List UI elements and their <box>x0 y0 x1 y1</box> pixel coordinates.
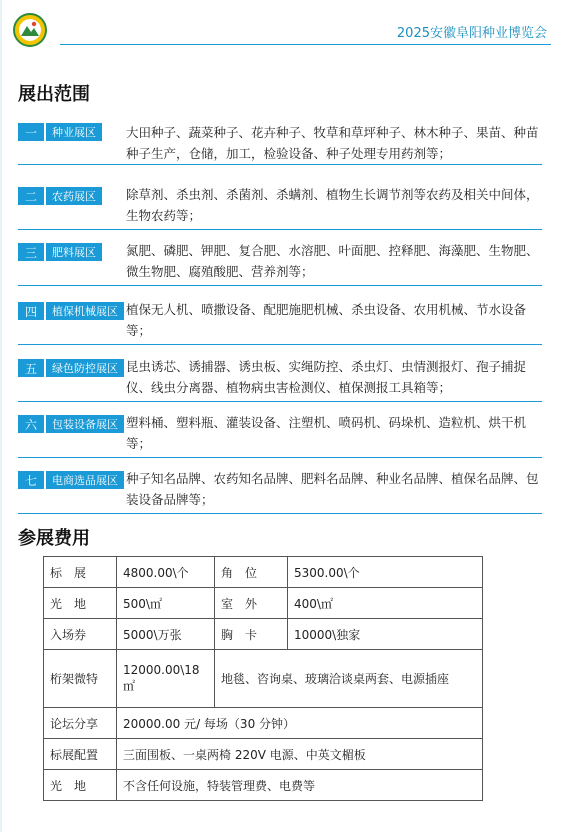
fee-label: 入场券 <box>44 619 117 650</box>
category-description: 昆虫诱芯、诱捕器、诱虫板、实绳防控、杀虫灯、虫情测报灯、孢子捕捉仪、线虫分离器、植物病虫害检测仪、植保测报工具箱等； <box>126 359 527 395</box>
category-rule <box>18 457 542 458</box>
category-number: 五 <box>18 359 44 377</box>
fee-label: 光 地 <box>44 588 117 619</box>
fee-value: 不含任何设施，特装管理费、电费等 <box>117 770 483 801</box>
fee-label: 论坛分享 <box>44 708 117 739</box>
table-row <box>44 588 483 619</box>
category-tag <box>18 471 124 489</box>
table-row <box>44 557 483 588</box>
fee-value: 地毯、咨询桌、玻璃洽谈桌两套、电源插座 <box>215 650 483 708</box>
fee-label: 角 位 <box>215 557 288 588</box>
fee-label: 标 展 <box>44 557 117 588</box>
category-tag <box>18 243 102 261</box>
fee-value: 5000\万张 <box>117 619 215 650</box>
category-rule <box>18 164 542 165</box>
category-number: 六 <box>18 415 44 433</box>
category-seed <box>18 122 542 164</box>
category-description: 植保无人机、喷撒设备、配肥施肥机械、杀虫设备、农用机械、节水设备等； <box>126 302 527 338</box>
category-green-control <box>18 356 542 398</box>
fees-heading: 参展费用 <box>18 528 90 549</box>
category-number: 二 <box>18 187 44 205</box>
category-number: 三 <box>18 243 44 261</box>
category-label: 包装设备展区 <box>44 415 124 433</box>
category-label: 电商选品展区 <box>44 471 124 489</box>
category-rule <box>18 513 542 514</box>
table-row <box>44 739 483 770</box>
fee-value: 5300.00\个 <box>288 557 483 588</box>
category-label: 绿色防控展区 <box>44 359 124 377</box>
table-row <box>44 770 483 801</box>
fee-value: 10000\独家 <box>288 619 483 650</box>
category-packaging <box>18 412 542 454</box>
category-tag <box>18 415 124 433</box>
table-row <box>44 619 483 650</box>
category-number: 四 <box>18 302 44 320</box>
expo-title: 2025安徽阜阳种业博览会 <box>396 26 547 41</box>
category-description: 氮肥、磷肥、钾肥、复合肥、水溶肥、叶面肥、控释肥、海藻肥、生物肥、微生物肥、腐殖酸肥、营养剂等； <box>126 243 539 279</box>
category-fertilizer <box>18 240 542 282</box>
category-description: 种子知名品牌、农药知名品牌、肥料名品牌、种业名品牌、植保名品牌、包装设备品牌等； <box>126 471 539 507</box>
fee-label: 标展配置 <box>44 739 117 770</box>
category-tag <box>18 123 102 141</box>
category-description: 除草剂、杀虫剂、杀菌剂、杀螨剂、植物生长调节剂等农药及相关中间体，生物农药等； <box>126 187 539 223</box>
category-label: 种业展区 <box>44 123 102 141</box>
fee-value: 12000.00\18 ㎡ <box>117 650 215 708</box>
category-label: 农药展区 <box>44 187 102 205</box>
header-rule <box>60 44 551 45</box>
fee-value: 4800.00\个 <box>117 557 215 588</box>
category-rule <box>18 285 542 286</box>
scope-heading: 展出范围 <box>18 84 90 105</box>
category-label: 植保机械展区 <box>44 302 124 320</box>
expo-logo-icon <box>13 13 47 47</box>
category-rule <box>18 229 542 230</box>
fee-value: 三面围板、一桌两椅 220V 电源、中英文楣板 <box>117 739 483 770</box>
left-edge-stripe <box>0 0 9 832</box>
fee-label: 胸 卡 <box>215 619 288 650</box>
category-rule <box>18 344 542 345</box>
category-tag <box>18 302 124 320</box>
category-tag <box>18 187 102 205</box>
category-ecommerce <box>18 468 542 510</box>
category-description: 塑料桶、塑料瓶、灌装设备、注塑机、喷码机、码垛机、造粒机、烘干机等； <box>126 415 527 451</box>
fee-value: 20000.00 元/ 每场（30 分钟） <box>117 708 483 739</box>
fee-value: 400\㎡ <box>288 588 483 619</box>
category-description: 大田种子、蔬菜种子、花卉种子、牧草和草坪种子、林木种子、果苗、种苗种子生产，仓储，加工，检验设备、种子处理专用药剂等； <box>126 125 539 161</box>
category-tag <box>18 359 124 377</box>
table-row <box>44 650 483 708</box>
category-pesticide <box>18 184 542 226</box>
category-plant-protection-machinery <box>18 299 542 341</box>
category-number: 一 <box>18 123 44 141</box>
category-label: 肥料展区 <box>44 243 102 261</box>
fee-label: 室 外 <box>215 588 288 619</box>
fees-table <box>43 556 483 801</box>
fee-label: 光 地 <box>44 770 117 801</box>
fee-value: 500\㎡ <box>117 588 215 619</box>
fee-label: 桁架微特 <box>44 650 117 708</box>
category-rule <box>18 401 542 402</box>
table-row <box>44 708 483 739</box>
category-number: 七 <box>18 471 44 489</box>
